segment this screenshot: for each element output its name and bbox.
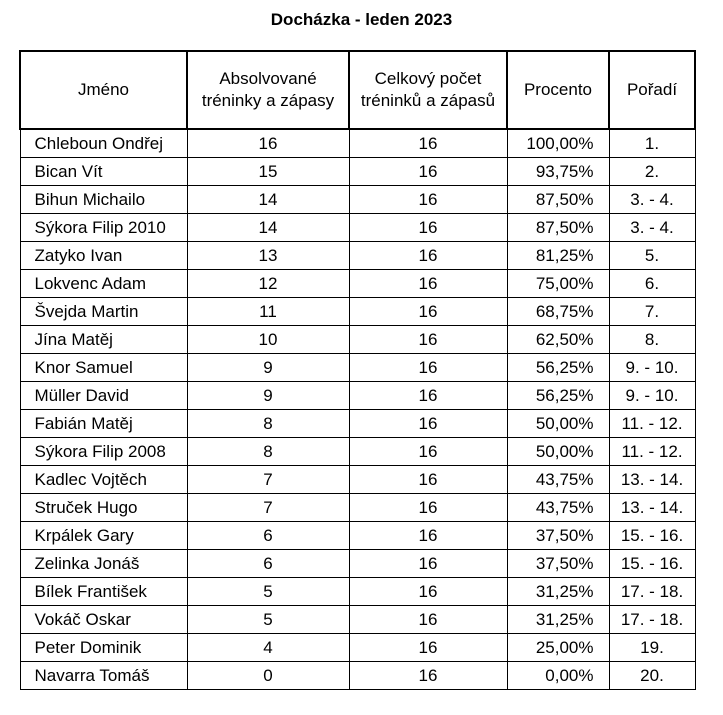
header-percent <box>507 51 609 129</box>
cell-attended: 16 <box>187 129 349 158</box>
cell-percent: 87,50% <box>507 214 609 242</box>
cell-total: 16 <box>349 522 507 550</box>
cell-rank: 3. - 4. <box>609 186 695 214</box>
cell-attended: 5 <box>187 578 349 606</box>
cell-percent: 56,25% <box>507 354 609 382</box>
cell-name: Bican Vít <box>20 158 187 186</box>
cell-attended: 4 <box>187 634 349 662</box>
header-name-label: Jméno <box>77 80 130 99</box>
cell-attended: 5 <box>187 606 349 634</box>
table-row <box>20 522 695 550</box>
cell-total: 16 <box>349 326 507 354</box>
cell-rank: 13. - 14. <box>609 466 695 494</box>
cell-total: 16 <box>349 270 507 298</box>
table-row <box>20 382 695 410</box>
cell-percent: 50,00% <box>507 438 609 466</box>
cell-name: Navarra Tomáš <box>20 662 187 690</box>
cell-attended: 15 <box>187 158 349 186</box>
cell-attended: 6 <box>187 522 349 550</box>
cell-name: Vokáč Oskar <box>20 606 187 634</box>
cell-rank: 20. <box>609 662 695 690</box>
cell-total: 16 <box>349 158 507 186</box>
cell-rank: 9. - 10. <box>609 354 695 382</box>
cell-attended: 9 <box>187 382 349 410</box>
cell-percent: 62,50% <box>507 326 609 354</box>
table-row <box>20 326 695 354</box>
cell-percent: 50,00% <box>507 410 609 438</box>
cell-name: Knor Samuel <box>20 354 187 382</box>
cell-attended: 8 <box>187 438 349 466</box>
cell-total: 16 <box>349 550 507 578</box>
table-row <box>20 129 695 158</box>
cell-name: Struček Hugo <box>20 494 187 522</box>
cell-total: 16 <box>349 242 507 270</box>
cell-percent: 68,75% <box>507 298 609 326</box>
cell-percent: 31,25% <box>507 578 609 606</box>
cell-total: 16 <box>349 578 507 606</box>
cell-rank: 6. <box>609 270 695 298</box>
cell-percent: 100,00% <box>507 129 609 158</box>
cell-name: Peter Dominik <box>20 634 187 662</box>
header-rank-label: Pořadí <box>626 80 678 99</box>
cell-total: 16 <box>349 354 507 382</box>
header-row <box>20 51 695 129</box>
cell-name: Švejda Martin <box>20 298 187 326</box>
attendance-table <box>19 50 696 690</box>
table-row <box>20 578 695 606</box>
cell-attended: 9 <box>187 354 349 382</box>
cell-percent: 0,00% <box>507 662 609 690</box>
cell-rank: 13. - 14. <box>609 494 695 522</box>
table-row <box>20 494 695 522</box>
cell-total: 16 <box>349 129 507 158</box>
cell-rank: 1. <box>609 129 695 158</box>
cell-attended: 8 <box>187 410 349 438</box>
cell-percent: 87,50% <box>507 186 609 214</box>
cell-name: Lokvenc Adam <box>20 270 187 298</box>
header-total-line2: tréninků a zápasů <box>360 91 496 110</box>
cell-rank: 3. - 4. <box>609 214 695 242</box>
cell-name: Müller David <box>20 382 187 410</box>
cell-name: Bihun Michailo <box>20 186 187 214</box>
cell-attended: 12 <box>187 270 349 298</box>
cell-percent: 75,00% <box>507 270 609 298</box>
header-attended-line1: Absolvované <box>219 69 317 88</box>
table-row <box>20 606 695 634</box>
cell-percent: 37,50% <box>507 550 609 578</box>
cell-name: Zatyko Ivan <box>20 242 187 270</box>
table-row <box>20 438 695 466</box>
header-rank <box>609 51 695 129</box>
cell-attended: 14 <box>187 214 349 242</box>
page-title: Docházka - leden 2023 <box>270 10 453 29</box>
table-row <box>20 550 695 578</box>
table-row <box>20 634 695 662</box>
cell-attended: 13 <box>187 242 349 270</box>
cell-name: Jína Matěj <box>20 326 187 354</box>
cell-total: 16 <box>349 382 507 410</box>
cell-percent: 31,25% <box>507 606 609 634</box>
cell-total: 16 <box>349 662 507 690</box>
cell-attended: 7 <box>187 466 349 494</box>
cell-total: 16 <box>349 186 507 214</box>
header-percent-label: Procento <box>523 80 593 99</box>
cell-percent: 43,75% <box>507 494 609 522</box>
cell-name: Chleboun Ondřej <box>20 129 187 158</box>
cell-attended: 0 <box>187 662 349 690</box>
cell-rank: 11. - 12. <box>609 438 695 466</box>
cell-total: 16 <box>349 494 507 522</box>
cell-name: Krpálek Gary <box>20 522 187 550</box>
table-row <box>20 298 695 326</box>
cell-name: Sýkora Filip 2008 <box>20 438 187 466</box>
cell-total: 16 <box>349 410 507 438</box>
header-total-line1: Celkový počet <box>374 69 482 88</box>
cell-percent: 93,75% <box>507 158 609 186</box>
cell-attended: 7 <box>187 494 349 522</box>
cell-attended: 14 <box>187 186 349 214</box>
table-row <box>20 410 695 438</box>
table-row <box>20 270 695 298</box>
table-row <box>20 662 695 690</box>
cell-name: Fabián Matěj <box>20 410 187 438</box>
cell-percent: 25,00% <box>507 634 609 662</box>
cell-name: Zelinka Jonáš <box>20 550 187 578</box>
cell-attended: 6 <box>187 550 349 578</box>
header-attended <box>187 51 349 129</box>
header-name <box>20 51 187 129</box>
header-attended-line2: tréninky a zápasy <box>201 91 335 110</box>
cell-total: 16 <box>349 606 507 634</box>
cell-percent: 43,75% <box>507 466 609 494</box>
cell-name: Sýkora Filip 2010 <box>20 214 187 242</box>
cell-rank: 17. - 18. <box>609 578 695 606</box>
table-row <box>20 186 695 214</box>
table-row <box>20 466 695 494</box>
table-row <box>20 354 695 382</box>
cell-rank: 8. <box>609 326 695 354</box>
table-row <box>20 158 695 186</box>
cell-attended: 10 <box>187 326 349 354</box>
cell-rank: 15. - 16. <box>609 522 695 550</box>
cell-rank: 11. - 12. <box>609 410 695 438</box>
cell-total: 16 <box>349 214 507 242</box>
cell-percent: 81,25% <box>507 242 609 270</box>
cell-percent: 56,25% <box>507 382 609 410</box>
cell-rank: 7. <box>609 298 695 326</box>
cell-name: Kadlec Vojtěch <box>20 466 187 494</box>
cell-rank: 15. - 16. <box>609 550 695 578</box>
cell-rank: 9. - 10. <box>609 382 695 410</box>
cell-name: Bílek František <box>20 578 187 606</box>
cell-attended: 11 <box>187 298 349 326</box>
cell-total: 16 <box>349 634 507 662</box>
header-total <box>349 51 507 129</box>
cell-total: 16 <box>349 466 507 494</box>
cell-rank: 19. <box>609 634 695 662</box>
cell-rank: 5. <box>609 242 695 270</box>
cell-rank: 2. <box>609 158 695 186</box>
table-row <box>20 242 695 270</box>
cell-total: 16 <box>349 438 507 466</box>
table-row <box>20 214 695 242</box>
cell-total: 16 <box>349 298 507 326</box>
cell-rank: 17. - 18. <box>609 606 695 634</box>
cell-percent: 37,50% <box>507 522 609 550</box>
